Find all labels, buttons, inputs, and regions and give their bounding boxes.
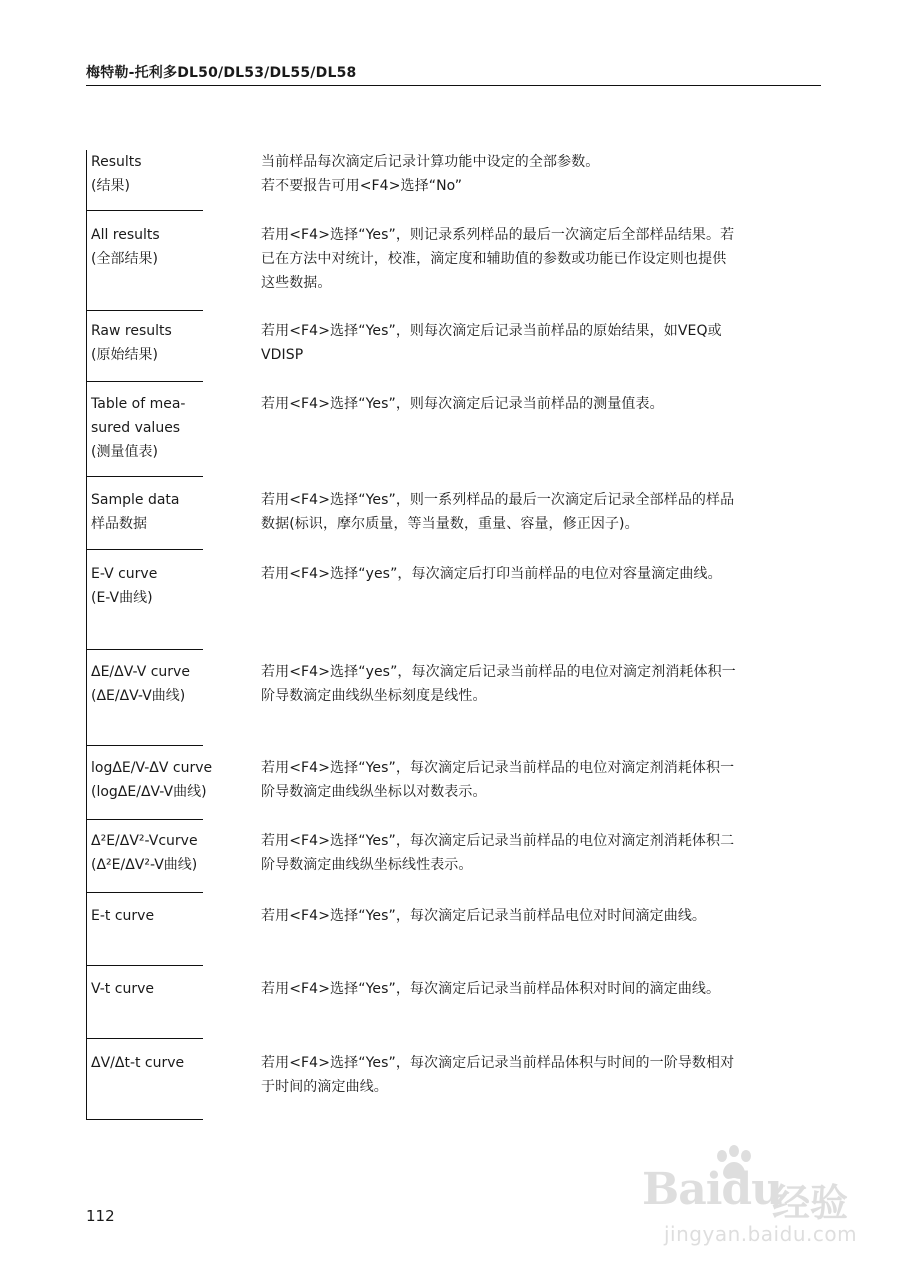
- definition-row: [86, 746, 821, 820]
- desc-sample-data: 若用<F4>选择“Yes”，则一系列样品的最后一次滴定后记录全部样品的样品 数据(标识，摩尔质量，等当量数，重量、容量，修正因子)。: [261, 492, 735, 532]
- baidu-jingyan-watermark: [640, 1142, 880, 1252]
- definition-row: [86, 550, 821, 650]
- desc-all-results: 若用<F4>选择“Yes”，则记录系列样品的最后一次滴定后全部样品结果。若 已在方法中对统计，校准，滴定度和辅助值的参数或功能已作设定则也提供 这些数据。: [261, 227, 735, 291]
- definition-row: [86, 382, 821, 477]
- definition-row: [86, 211, 821, 311]
- desc-table-measured: 若用<F4>选择“Yes”，则每次滴定后记录当前样品的测量值表。: [261, 396, 664, 412]
- term-e-v-curve: E-V curve (E-V曲线): [91, 566, 158, 606]
- term-second-derivative-curve: Δ²E/ΔV²-Vcurve (Δ²E/ΔV²-V曲线): [91, 833, 198, 873]
- watermark-logo: Baidu: [642, 1164, 783, 1215]
- desc-dv-dt-curve: 若用<F4>选择“Yes”，每次滴定后记录当前样品体积与时间的一阶导数相对 于时间的滴定曲线。: [261, 1055, 735, 1095]
- watermark-label: 经验: [772, 1181, 849, 1225]
- term-de-dv-curve: ΔE/ΔV-V curve (ΔE/ΔV-V曲线): [91, 664, 190, 704]
- desc-e-v-curve: 若用<F4>选择“yes”，每次滴定后打印当前样品的电位对容量滴定曲线。: [261, 566, 722, 582]
- desc-second-derivative-curve: 若用<F4>选择“Yes”，每次滴定后记录当前样品的电位对滴定剂消耗体积二 阶导数滴定曲线纵坐标线性表示。: [261, 833, 735, 873]
- definition-row: [86, 150, 821, 211]
- term-v-t-curve: V-t curve: [91, 981, 154, 997]
- term-sample-data: Sample data 样品数据: [91, 492, 180, 532]
- term-dv-dt-curve: ΔV/Δt-t curve: [91, 1055, 185, 1071]
- definition-row: [86, 820, 821, 893]
- definition-row: [86, 966, 821, 1039]
- desc-e-t-curve: 若用<F4>选择“Yes”，每次滴定后记录当前样品电位对时间滴定曲线。: [261, 908, 707, 924]
- desc-log-curve: 若用<F4>选择“Yes”，每次滴定后记录当前样品的电位对滴定剂消耗体积一 阶导数滴定曲线纵坐标以对数表示。: [261, 760, 735, 800]
- term-log-curve: logΔE/V-ΔV curve (logΔE/ΔV-V曲线): [91, 760, 213, 800]
- desc-de-dv-curve: 若用<F4>选择“yes”，每次滴定后记录当前样品的电位对滴定剂消耗体积一 阶导数滴定曲线纵坐标刻度是线性。: [261, 664, 736, 704]
- term-all-results: All results (全部结果): [91, 227, 160, 267]
- term-table-measured: Table of mea- sured values (测量值表): [91, 396, 186, 460]
- definition-row: [86, 477, 821, 550]
- desc-v-t-curve: 若用<F4>选择“Yes”，每次滴定后记录当前样品体积对时间的滴定曲线。: [261, 981, 721, 997]
- page-header: 梅特勒-托利多DL50/DL53/DL55/DL58: [86, 65, 357, 81]
- desc-raw-results: 若用<F4>选择“Yes”，则每次滴定后记录当前样品的原始结果，如VEQ或 VDISP: [261, 323, 722, 363]
- definition-row: [86, 311, 821, 382]
- definition-row: [86, 650, 821, 746]
- page-number: 112: [86, 1207, 115, 1225]
- definition-table: [86, 150, 821, 1120]
- header-rule: [86, 85, 821, 86]
- definition-row: [86, 1039, 821, 1120]
- term-results: Results (结果): [91, 154, 142, 194]
- term-e-t-curve: E-t curve: [91, 908, 155, 924]
- desc-results: 当前样品每次滴定后记录计算功能中设定的全部参数。 若不要报告可用<F4>选择“No”: [261, 154, 600, 194]
- definition-row: [86, 893, 821, 966]
- term-raw-results: Raw results (原始结果): [91, 323, 172, 363]
- watermark-url: jingyan.baidu.com: [664, 1222, 858, 1246]
